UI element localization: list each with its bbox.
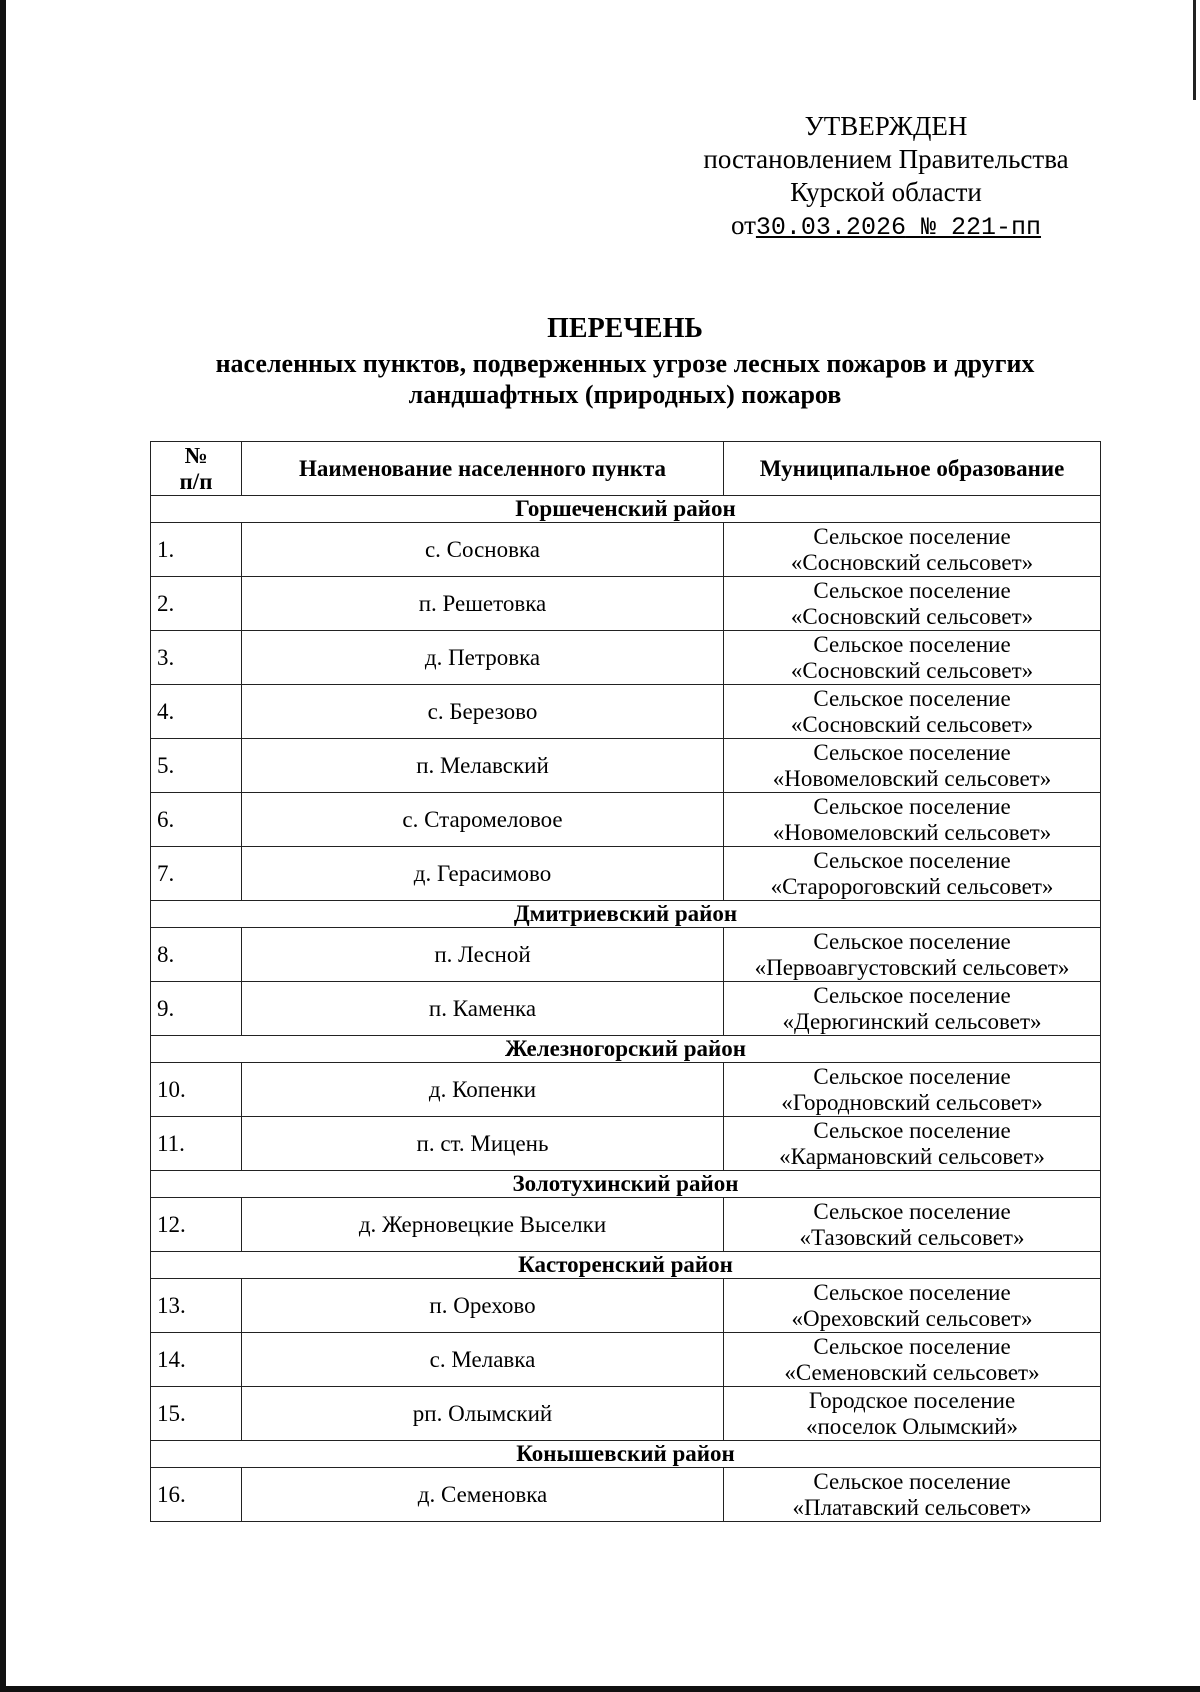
row-number: 7. bbox=[151, 847, 242, 901]
title-subtitle-line-2: ландшафтных (природных) пожаров bbox=[408, 380, 842, 409]
municipality-name: «Ореховский сельсовет» bbox=[791, 1305, 1033, 1331]
document-title bbox=[150, 312, 1100, 410]
district-name: Золотухинский район bbox=[151, 1171, 1101, 1198]
municipality-cell bbox=[724, 982, 1101, 1036]
municipality-type: Сельское поселение bbox=[813, 1279, 1011, 1305]
row-number: 12. bbox=[151, 1198, 242, 1252]
table-row bbox=[151, 1117, 1101, 1171]
row-number: 3. bbox=[151, 631, 242, 685]
municipality-name: «Сосновский сельсовет» bbox=[790, 657, 1034, 683]
municipality-type: Сельское поселение bbox=[813, 982, 1011, 1008]
scan-edge-right bbox=[1193, 0, 1196, 100]
municipality-name: «поселок Олымский» bbox=[805, 1413, 1019, 1439]
municipality-type: Сельское поселение bbox=[813, 1063, 1011, 1089]
table-row bbox=[151, 631, 1101, 685]
header-number-abbr: п/п bbox=[179, 468, 213, 494]
municipality-cell bbox=[724, 1198, 1101, 1252]
table-row bbox=[151, 1468, 1101, 1522]
table-header-row bbox=[151, 442, 1101, 496]
scan-edge-bottom bbox=[0, 1686, 1200, 1692]
municipality-type: Сельское поселение bbox=[813, 1117, 1011, 1143]
municipality-cell bbox=[724, 847, 1101, 901]
district-row bbox=[151, 496, 1101, 523]
approval-line-approved: УТВЕРЖДЕН bbox=[804, 111, 968, 141]
table-row bbox=[151, 982, 1101, 1036]
municipality-name: «Новомеловский сельсовет» bbox=[772, 765, 1052, 791]
settlements-table bbox=[150, 441, 1101, 1522]
municipality-name: «Первоавгустовский сельсовет» bbox=[754, 954, 1070, 980]
municipality-cell bbox=[724, 685, 1101, 739]
title-subtitle-line-1: населенных пунктов, подверженных угрозе лесных пожаров и других bbox=[215, 349, 1035, 378]
header-settlement-name: Наименование населенного пункта bbox=[242, 442, 724, 496]
settlement-name: п. ст. Мицень bbox=[242, 1117, 724, 1171]
row-number: 2. bbox=[151, 577, 242, 631]
approval-date: 30.03.2026 bbox=[755, 213, 906, 242]
settlement-name: п. Решетовка bbox=[242, 577, 724, 631]
row-number: 14. bbox=[151, 1333, 242, 1387]
municipality-type: Сельское поселение bbox=[813, 1468, 1011, 1494]
row-number: 5. bbox=[151, 739, 242, 793]
header-number-sign: № bbox=[184, 442, 208, 468]
municipality-name: «Сосновский сельсовет» bbox=[790, 603, 1034, 629]
approval-line-region: Курской области bbox=[790, 177, 982, 207]
district-row bbox=[151, 1171, 1101, 1198]
settlement-name: с. Сосновка bbox=[242, 523, 724, 577]
row-number: 1. bbox=[151, 523, 242, 577]
district-name: Касторенский район bbox=[151, 1252, 1101, 1279]
municipality-name: «Сосновский сельсовет» bbox=[790, 711, 1034, 737]
municipality-cell bbox=[724, 739, 1101, 793]
district-row bbox=[151, 901, 1101, 928]
municipality-type: Сельское поселение bbox=[813, 793, 1011, 819]
row-number: 16. bbox=[151, 1468, 242, 1522]
municipality-name: «Тазовский сельсовет» bbox=[799, 1224, 1025, 1250]
district-row bbox=[151, 1441, 1101, 1468]
table-row bbox=[151, 793, 1101, 847]
municipality-cell bbox=[724, 1387, 1101, 1441]
settlement-name: п. Лесной bbox=[242, 928, 724, 982]
municipality-cell bbox=[724, 1468, 1101, 1522]
municipality-name: «Новомеловский сельсовет» bbox=[772, 819, 1052, 845]
municipality-cell bbox=[724, 1063, 1101, 1117]
municipality-cell bbox=[724, 631, 1101, 685]
approval-number: 221-пп bbox=[951, 213, 1042, 242]
municipality-cell bbox=[724, 1333, 1101, 1387]
municipality-type: Сельское поселение bbox=[813, 1333, 1011, 1359]
row-number: 11. bbox=[151, 1117, 242, 1171]
municipality-type: Сельское поселение bbox=[813, 631, 1011, 657]
municipality-cell bbox=[724, 1117, 1101, 1171]
table-row bbox=[151, 1063, 1101, 1117]
title-heading: ПЕРЕЧЕНЬ bbox=[547, 313, 703, 344]
municipality-type: Сельское поселение bbox=[813, 1198, 1011, 1224]
settlement-name: д. Герасимово bbox=[242, 847, 724, 901]
approval-line-decree: постановлением Правительства bbox=[703, 144, 1069, 174]
municipality-type: Сельское поселение bbox=[813, 685, 1011, 711]
district-name: Дмитриевский район bbox=[151, 901, 1101, 928]
row-number: 6. bbox=[151, 793, 242, 847]
settlement-name: п. Орехово bbox=[242, 1279, 724, 1333]
municipality-name: «Платавский сельсовет» bbox=[792, 1494, 1032, 1520]
municipality-cell bbox=[724, 523, 1101, 577]
municipality-type: Городское поселение bbox=[808, 1387, 1016, 1413]
settlement-name: д. Копенки bbox=[242, 1063, 724, 1117]
municipality-name: «Городновский сельсовет» bbox=[781, 1089, 1043, 1115]
table-row bbox=[151, 928, 1101, 982]
row-number: 9. bbox=[151, 982, 242, 1036]
district-name: Горшеченский район bbox=[151, 496, 1101, 523]
municipality-name: «Сосновский сельсовет» bbox=[790, 549, 1034, 575]
table-row bbox=[151, 685, 1101, 739]
settlement-name: д. Семеновка bbox=[242, 1468, 724, 1522]
settlement-name: д. Петровка bbox=[242, 631, 724, 685]
settlement-name: п. Каменка bbox=[242, 982, 724, 1036]
row-number: 13. bbox=[151, 1279, 242, 1333]
table-body bbox=[151, 496, 1101, 1522]
approval-date-line bbox=[686, 209, 1086, 244]
district-row bbox=[151, 1036, 1101, 1063]
approval-date-prefix: от bbox=[730, 210, 756, 240]
municipality-name: «Семеновский сельсовет» bbox=[784, 1359, 1040, 1385]
district-name: Конышевский район bbox=[151, 1441, 1101, 1468]
table-row bbox=[151, 577, 1101, 631]
municipality-type: Сельское поселение bbox=[813, 739, 1011, 765]
row-number: 4. bbox=[151, 685, 242, 739]
municipality-cell bbox=[724, 577, 1101, 631]
approval-number-sign: № bbox=[920, 213, 936, 242]
table-row bbox=[151, 1198, 1101, 1252]
municipality-name: «Кармановский сельсовет» bbox=[779, 1143, 1045, 1169]
settlement-name: п. Мелавский bbox=[242, 739, 724, 793]
municipality-type: Сельское поселение bbox=[813, 523, 1011, 549]
scan-edge-left bbox=[0, 0, 6, 1692]
district-name: Железногорский район bbox=[151, 1036, 1101, 1063]
municipality-name: «Дерюгинский сельсовет» bbox=[782, 1008, 1042, 1034]
approval-block bbox=[686, 110, 1086, 244]
table-row bbox=[151, 739, 1101, 793]
settlement-name: с. Березово bbox=[242, 685, 724, 739]
table-row bbox=[151, 1387, 1101, 1441]
settlement-name: с. Мелавка bbox=[242, 1333, 724, 1387]
settlement-name: д. Жерновецкие Выселки bbox=[242, 1198, 724, 1252]
table-row bbox=[151, 523, 1101, 577]
row-number: 8. bbox=[151, 928, 242, 982]
municipality-cell bbox=[724, 928, 1101, 982]
settlement-name: рп. Олымский bbox=[242, 1387, 724, 1441]
municipality-type: Сельское поселение bbox=[813, 928, 1011, 954]
table-row bbox=[151, 1333, 1101, 1387]
district-row bbox=[151, 1252, 1101, 1279]
municipality-type: Сельское поселение bbox=[813, 847, 1011, 873]
municipality-cell bbox=[724, 1279, 1101, 1333]
table-row bbox=[151, 847, 1101, 901]
municipality-type: Сельское поселение bbox=[813, 577, 1011, 603]
row-number: 10. bbox=[151, 1063, 242, 1117]
settlement-name: с. Старомеловое bbox=[242, 793, 724, 847]
header-municipality: Муниципальное образование bbox=[724, 442, 1101, 496]
header-number bbox=[151, 442, 242, 496]
row-number: 15. bbox=[151, 1387, 242, 1441]
municipality-name: «Старороговский сельсовет» bbox=[770, 873, 1054, 899]
municipality-cell bbox=[724, 793, 1101, 847]
table-row bbox=[151, 1279, 1101, 1333]
